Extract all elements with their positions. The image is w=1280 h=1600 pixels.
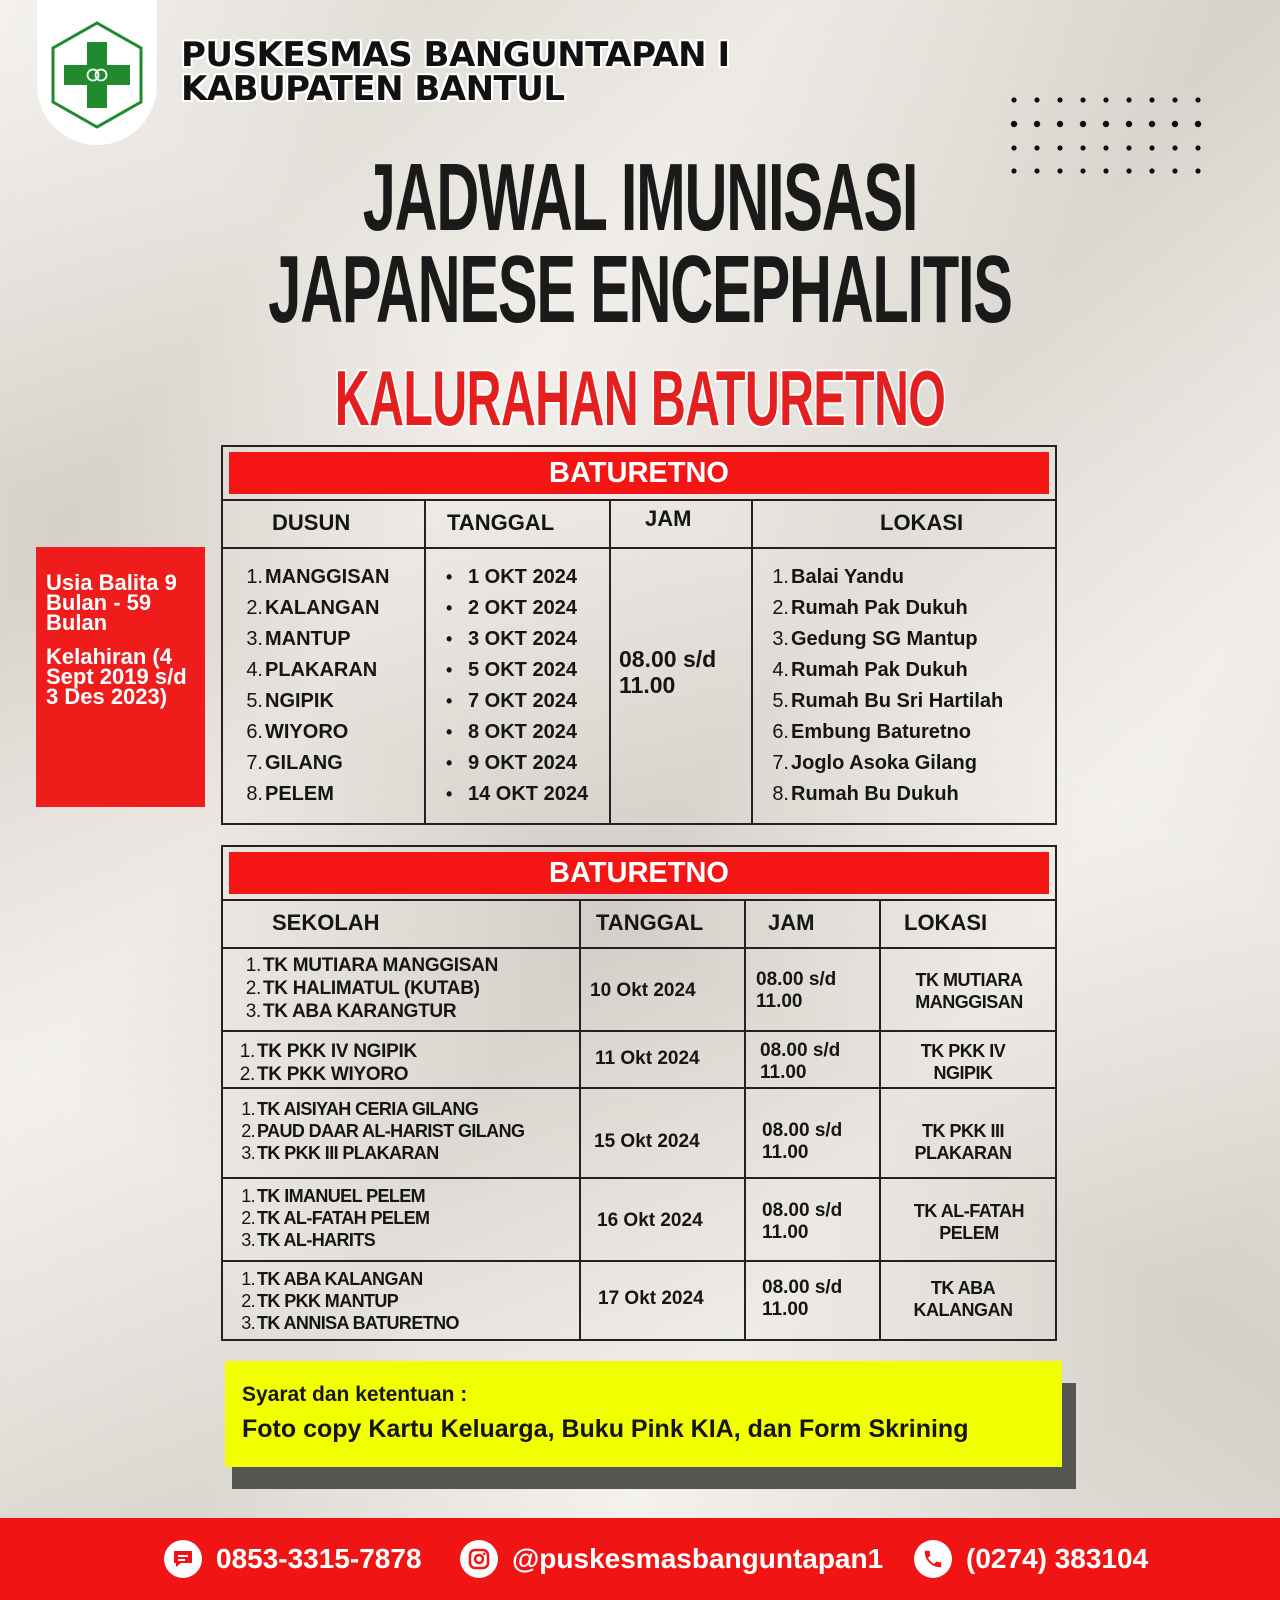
table-title: BATURETNO bbox=[229, 852, 1049, 894]
header-sekolah: SEKOLAH bbox=[272, 910, 380, 935]
table-row-3-sekolah: 1. TK AISIYAH CERIA GILANG 2. PAUD DAAR AL-HARIST GILANG 3. TK PKK III PLAKARAN bbox=[241, 1099, 525, 1163]
age-range-text: Usia Balita 9 Bulan - 59 Bulan bbox=[46, 570, 177, 635]
table-row-2-jam: 08.00 s/d 11.00 bbox=[760, 1040, 841, 1083]
column-divider bbox=[744, 899, 746, 1341]
instagram-handle: @puskesmasbanguntapan1 bbox=[512, 1543, 884, 1574]
column-divider bbox=[579, 899, 581, 1341]
schedule-table-sekolah bbox=[221, 845, 1057, 1341]
list-item: • 5 OKT 2024 bbox=[446, 659, 577, 681]
table-row-4-jam: 08.00 s/d 11.00 bbox=[762, 1200, 843, 1243]
table-header-row bbox=[223, 499, 1055, 549]
row-divider bbox=[223, 1177, 1055, 1179]
decorative-dots bbox=[1010, 92, 1220, 182]
table-row-5-tanggal: 17 Okt 2024 bbox=[598, 1288, 704, 1309]
header-lokasi: LOKASI bbox=[904, 910, 988, 935]
lokasi-list bbox=[769, 562, 1003, 810]
column-divider bbox=[609, 499, 611, 825]
table-row-4-sekolah: 1. TK IMANUEL PELEM 2. TK AL-FATAH PELEM 3. TK AL-HARITS bbox=[241, 1186, 430, 1250]
header-tanggal: TANGGAL bbox=[596, 910, 704, 935]
logo-badge bbox=[37, 0, 157, 145]
instagram-contact[interactable] bbox=[460, 1518, 883, 1600]
subtitle-kalurahan: KALURAHAN BATURETNO bbox=[334, 354, 946, 442]
dusun-list bbox=[243, 562, 389, 810]
org-line-1: PUSKESMAS BANGUNTAPAN I bbox=[181, 35, 730, 75]
list-item: 1. Balai Yandu bbox=[772, 566, 905, 588]
row-divider bbox=[223, 1087, 1055, 1089]
column-divider bbox=[879, 899, 881, 1341]
list-item: 3. Gedung SG Mantup bbox=[772, 628, 978, 650]
schedule-table-dusun bbox=[221, 445, 1057, 825]
org-line-2: KABUPATEN BANTUL bbox=[181, 69, 565, 109]
table-row-2-sekolah: 1. TK PKK IV NGIPIK 2. TK PKK WIYORO bbox=[239, 1041, 417, 1085]
list-item: 7. Joglo Asoka Gilang bbox=[772, 752, 977, 774]
table-row-5-lokasi: TK ABA KALANGAN bbox=[913, 1278, 1013, 1320]
whatsapp-contact[interactable] bbox=[164, 1518, 422, 1600]
list-item: • 9 OKT 2024 bbox=[446, 752, 577, 774]
phone-number: (0274) 383104 bbox=[966, 1543, 1149, 1574]
table-row-1-tanggal: 10 Okt 2024 bbox=[590, 980, 696, 1001]
table-row-3-jam: 08.00 s/d 11.00 bbox=[762, 1120, 843, 1163]
list-item: 4. PLAKARAN bbox=[246, 659, 378, 681]
column-divider bbox=[424, 499, 426, 825]
whatsapp-number: 0853-3315-7878 bbox=[216, 1543, 422, 1574]
list-item: 1. MANGGISAN bbox=[246, 566, 390, 588]
list-item: • 1 OKT 2024 bbox=[446, 566, 577, 588]
list-item: • 2 OKT 2024 bbox=[446, 597, 577, 619]
table-title: BATURETNO bbox=[229, 452, 1049, 494]
list-item: 3. MANTUP bbox=[246, 628, 351, 650]
instagram-icon bbox=[460, 1540, 498, 1578]
requirement-box bbox=[225, 1361, 1062, 1467]
column-divider bbox=[751, 499, 753, 825]
requirement-value: Foto copy Kartu Keluarga, Buku Pink KIA, dan Form Skrining bbox=[242, 1415, 969, 1443]
table-row-5-sekolah: 1. TK ABA KALANGAN 2. TK PKK MANTUP 3. TK ANNISA BATURETNO bbox=[241, 1269, 459, 1333]
tanggal-list bbox=[446, 562, 588, 810]
age-criteria-badge bbox=[36, 547, 205, 807]
table-row-5-jam: 08.00 s/d 11.00 bbox=[762, 1277, 843, 1320]
title-line-1: JADWAL IMUNISASI bbox=[362, 144, 918, 251]
jam-value: 08.00 s/d 11.00 bbox=[619, 646, 717, 698]
header-lokasi: LOKASI bbox=[880, 510, 964, 535]
list-item: 5. NGIPIK bbox=[246, 690, 334, 712]
row-divider bbox=[223, 1030, 1055, 1032]
header-dusun: DUSUN bbox=[272, 510, 351, 535]
header-tanggal: TANGGAL bbox=[447, 510, 555, 535]
table-row-1-sekolah: 1. TK MUTIARA MANGGISAN 2. TK HALIMATUL (KUTAB) 3. TK ABA KARANGTUR bbox=[245, 955, 498, 1022]
header-jam: JAM bbox=[645, 506, 692, 531]
table-row-1-jam: 08.00 s/d 11.00 bbox=[756, 969, 837, 1012]
header-jam: JAM bbox=[768, 910, 815, 935]
list-item: 6. WIYORO bbox=[246, 721, 349, 743]
table-row-2-tanggal: 11 Okt 2024 bbox=[595, 1048, 700, 1069]
list-item: 6. Embung Baturetno bbox=[772, 721, 971, 743]
requirement-label: Syarat dan ketentuan : bbox=[242, 1383, 468, 1406]
list-item: 7. GILANG bbox=[246, 752, 343, 774]
chat-icon bbox=[164, 1540, 202, 1578]
list-item: • 7 OKT 2024 bbox=[446, 690, 577, 712]
table-row-2-lokasi: TK PKK IV NGIPIK bbox=[920, 1041, 1006, 1083]
list-item: 2. KALANGAN bbox=[246, 597, 380, 619]
list-item: 8. Rumah Bu Dukuh bbox=[772, 783, 959, 805]
contact-footer bbox=[0, 1518, 1280, 1600]
table-row-3-lokasi: TK PKK III PLAKARAN bbox=[914, 1121, 1012, 1163]
title-line-2: JAPANESE ENCEPHALITIS bbox=[268, 236, 1012, 343]
health-cross-logo-icon bbox=[49, 20, 145, 130]
table-row-4-tanggal: 16 Okt 2024 bbox=[597, 1210, 703, 1231]
phone-contact[interactable] bbox=[914, 1518, 1148, 1600]
list-item: 4. Rumah Pak Dukuh bbox=[772, 659, 968, 681]
phone-icon bbox=[914, 1540, 952, 1578]
list-item: 2. Rumah Pak Dukuh bbox=[772, 597, 968, 619]
organization-name bbox=[181, 35, 730, 109]
table-header-row bbox=[223, 899, 1055, 949]
list-item: 8. PELEM bbox=[246, 783, 334, 805]
table-row-1-lokasi: TK MUTIARA MANGGISAN bbox=[915, 970, 1023, 1012]
list-item: • 14 OKT 2024 bbox=[446, 783, 589, 805]
list-item: • 3 OKT 2024 bbox=[446, 628, 577, 650]
table-row-4-lokasi: TK AL-FATAH PELEM bbox=[913, 1201, 1025, 1243]
list-item: • 8 OKT 2024 bbox=[446, 721, 577, 743]
table-row-3-tanggal: 15 Okt 2024 bbox=[594, 1131, 700, 1152]
birth-range-text: Kelahiran (4 Sept 2019 s/d 3 Des 2023) bbox=[46, 644, 187, 709]
row-divider bbox=[223, 1260, 1055, 1262]
list-item: 5. Rumah Bu Sri Hartilah bbox=[772, 690, 1004, 712]
